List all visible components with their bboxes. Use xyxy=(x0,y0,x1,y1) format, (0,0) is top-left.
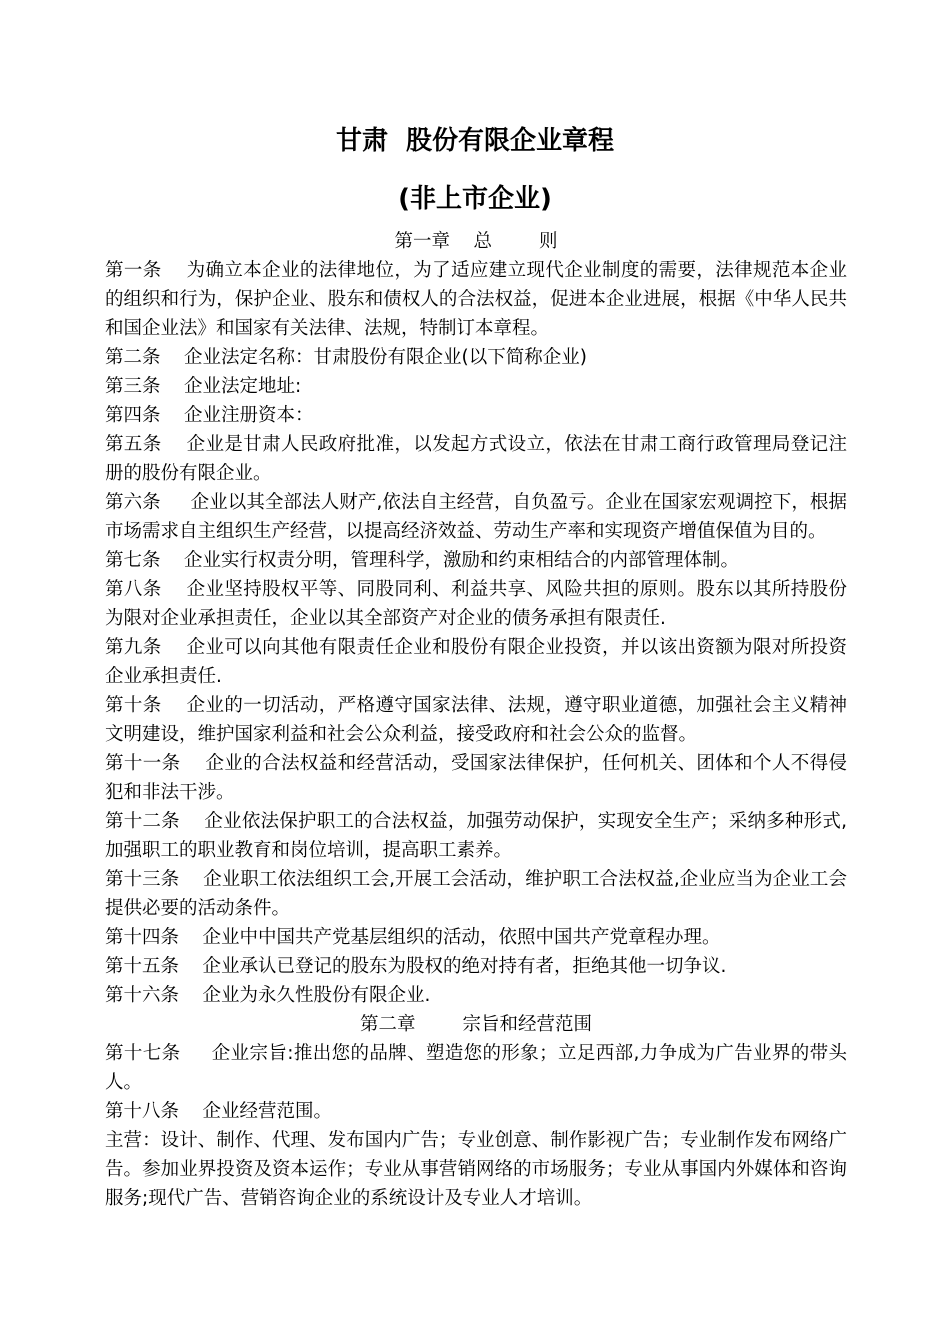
document-body xyxy=(105,227,847,1213)
article-text: 企业为永久性股份有限企业. xyxy=(202,985,431,1006)
article-11 xyxy=(105,749,847,807)
article-16 xyxy=(105,981,847,1010)
article-number: 第十四条 xyxy=(105,927,180,948)
article-number: 第十条 xyxy=(105,695,162,716)
article-number: 第十八条 xyxy=(105,1101,180,1122)
article-text: 企业可以向其他有限责任企业和股份有限企业投资，并以该出资额为限对所投资企业承担责任. xyxy=(105,637,847,687)
article-4 xyxy=(105,401,847,430)
article-number: 第一条 xyxy=(105,260,162,281)
article-15 xyxy=(105,952,847,981)
article-13 xyxy=(105,865,847,923)
article-18 xyxy=(105,1097,847,1126)
article-number: 第十三条 xyxy=(105,869,180,890)
article-text: 企业中中国共产党基层组织的活动，依照中国共产党章程办理。 xyxy=(202,927,721,948)
article-8 xyxy=(105,575,847,633)
article-text: 企业宗旨:推出您的品牌、塑造您的形象；立足西部,力争成为广告业界的带头人。 xyxy=(105,1043,847,1093)
article-2 xyxy=(105,343,847,372)
article-text: 企业法定地址: xyxy=(184,376,302,397)
article-text: 企业经营范围。 xyxy=(202,1101,333,1122)
article-10 xyxy=(105,691,847,749)
business-scope-paragraph xyxy=(105,1126,847,1213)
article-number: 第十一条 xyxy=(105,753,181,774)
chapter-heading: 第一章 总 则 xyxy=(394,231,558,252)
article-text: 企业的合法权益和经营活动，受国家法律保护，任何机关、团体和个人不得侵犯和非法干涉。 xyxy=(105,753,847,803)
article-3 xyxy=(105,372,847,401)
article-text: 企业注册资本： xyxy=(184,405,314,426)
chapter-heading: 第二章 宗旨和经营范围 xyxy=(359,1014,593,1035)
article-text: 为确立本企业的法律地位，为了适应建立现代企业制度的需要，法律规范本企业的组织和行为，保护企业、股东和债权人的合法权益，促进本企业进展，根据《中华人民共和国企业法》和国家有关法律、法规，特制订本章程。 xyxy=(105,260,847,339)
article-9 xyxy=(105,633,847,691)
article-number: 第九条 xyxy=(105,637,162,658)
article-7 xyxy=(105,546,847,575)
article-number: 第十六条 xyxy=(105,985,180,1006)
document-subtitle: (非上市企业) xyxy=(398,184,552,214)
article-text: 企业法定名称：甘肃股份有限企业(以下简称企业) xyxy=(184,347,587,368)
article-17 xyxy=(105,1039,847,1097)
paragraph-text: 主营：设计、制作、代理、发布国内广告；专业创意、制作影视广告；专业制作发布网络广告。参加业界投资及资本运作；专业从事营销网络的市场服务；专业从事国内外媒体和咨询服务;现代广告、营销咨询企业的系统设计及专业人才培训。 xyxy=(105,1130,847,1209)
article-12 xyxy=(105,807,847,865)
article-1 xyxy=(105,256,847,343)
document-title: 甘肃 股份有限企业章程 xyxy=(335,126,615,156)
article-text: 企业实行权责分明，管理科学，激励和约束相结合的内部管理体制。 xyxy=(184,550,740,571)
article-text: 企业以其全部法人财产,依法自主经营，自负盈亏。企业在国家宏观调控下，根据市场需求自主组织生产经营，以提高经济效益、劳动生产率和实现资产增值保值为目的。 xyxy=(105,492,847,542)
article-number: 第十五条 xyxy=(105,956,180,977)
article-number: 第六条 xyxy=(105,492,161,513)
article-number: 第五条 xyxy=(105,434,162,455)
article-14 xyxy=(105,923,847,952)
article-number: 第三条 xyxy=(105,376,161,397)
article-number: 第四条 xyxy=(105,405,161,426)
article-text: 企业是甘肃人民政府批准，以发起方式设立，依法在甘肃工商行政管理局登记注册的股份有限企业。 xyxy=(105,434,847,484)
article-number: 第十七条 xyxy=(105,1043,181,1064)
article-text: 企业承认已登记的股东为股权的绝对持有者，拒绝其他一切争议. xyxy=(202,956,727,977)
article-number: 第七条 xyxy=(105,550,161,571)
article-text: 企业职工依法组织工会,开展工会活动，维护职工合法权益,企业应当为企业工会提供必要的活动条件。 xyxy=(105,869,847,919)
article-text: 企业依法保护职工的合法权益，加强劳动保护，实现安全生产；采纳多种形式,加强职工的职业教育和岗位培训，提高职工素养。 xyxy=(105,811,847,861)
article-5 xyxy=(105,430,847,488)
article-text: 企业的一切活动，严格遵守国家法律、法规，遵守职业道德，加强社会主义精神文明建设，维护国家利益和社会公众利益，接受政府和社会公众的监督。 xyxy=(105,695,847,745)
article-number: 第十二条 xyxy=(105,811,180,832)
article-number: 第八条 xyxy=(105,579,162,600)
article-text: 企业坚持股权平等、同股同利、利益共享、风险共担的原则。股东以其所持股份为限对企业承担责任，企业以其全部资产对企业的债务承担有限责任. xyxy=(105,579,847,629)
article-number: 第二条 xyxy=(105,347,161,368)
article-6 xyxy=(105,488,847,546)
